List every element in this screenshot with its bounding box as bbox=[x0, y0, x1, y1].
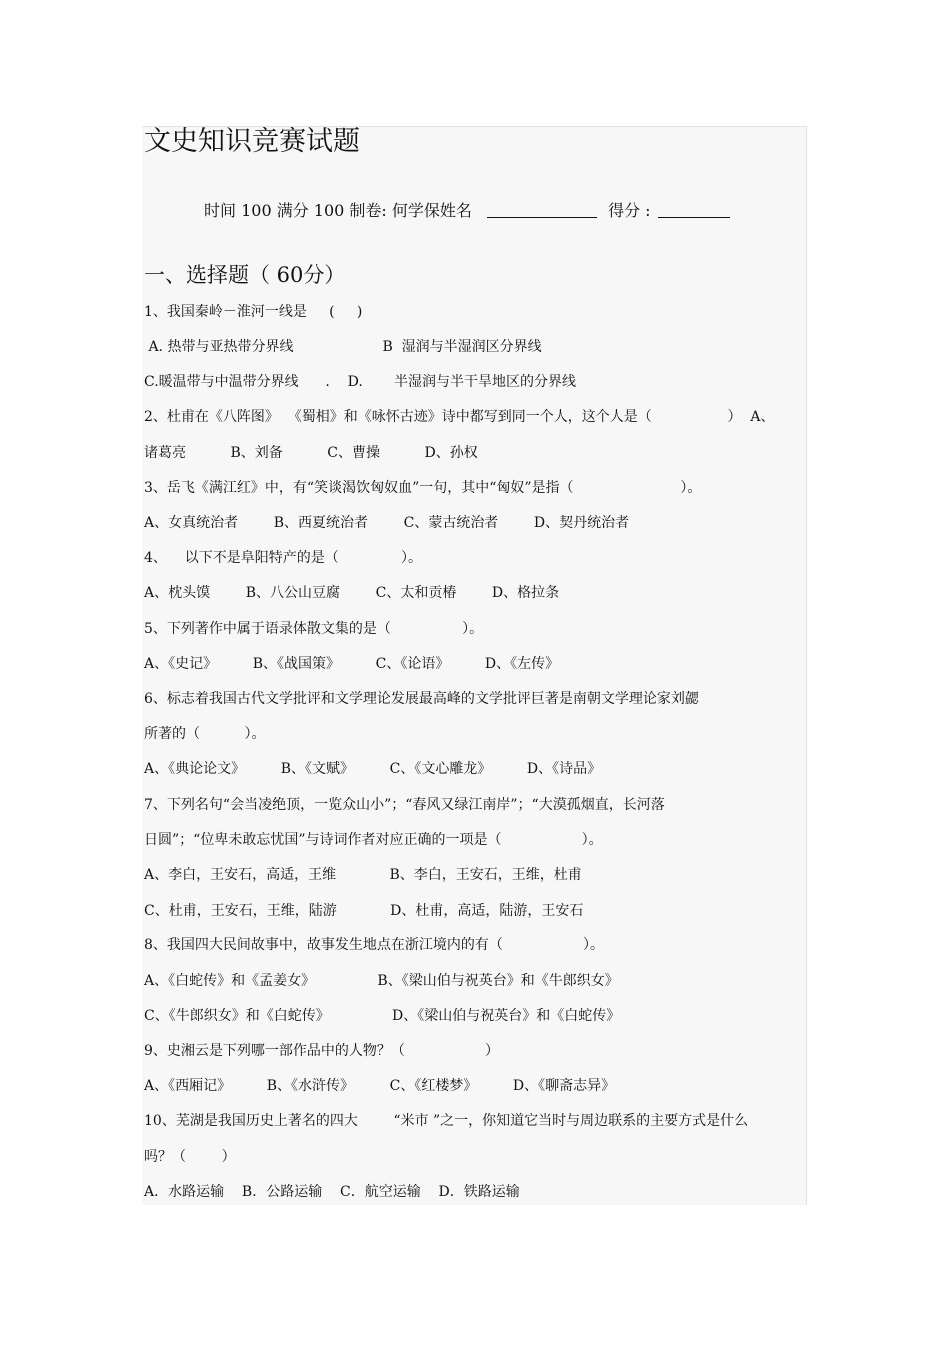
option-line: A、女真统治者 B、西夏统治者 C、蒙古统治者 D、契丹统治者 bbox=[144, 515, 630, 531]
score-blank bbox=[658, 201, 730, 218]
name-blank bbox=[487, 201, 597, 218]
question-line: 9、史湘云是下列哪一部作品中的人物？（ ） bbox=[144, 1043, 500, 1059]
exam-info: 时间 100 满分 100 制卷: 何学保姓名 bbox=[204, 201, 472, 220]
option-line: C、杜甫，王安石，王维，陆游 D、杜甫，高适，陆游，王安石 bbox=[144, 903, 584, 919]
option-line: A．水路运输 B．公路运输 C．航空运输 D．铁路运输 bbox=[144, 1184, 520, 1200]
exam-page bbox=[142, 126, 807, 1205]
exam-meta bbox=[204, 199, 730, 223]
question-line: 2、杜甫在《八阵图》 《蜀相》和《咏怀古迹》诗中都写到同一个人，这个人是（ ） A、 bbox=[144, 409, 775, 425]
question-line: 所著的（ ）。 bbox=[144, 726, 266, 742]
question-line: 6、标志着我国古代文学批评和文学理论发展最高峰的文学批评巨著是南朝文学理论家刘勰 bbox=[144, 691, 699, 707]
option-line: C、《牛郎织女》和《白蛇传》 D、《梁山伯与祝英台》和《白蛇传》 bbox=[144, 1008, 621, 1024]
section-title: 一、选择题（ 60分） bbox=[144, 263, 346, 287]
question-line: 4、 以下不是阜阳特产的是（ ）。 bbox=[144, 550, 423, 566]
option-line: A、李白，王安石，高适，王维 B、李白，王安石，王维，杜甫 bbox=[144, 867, 582, 883]
question-line: 日圆”；“位卑未敢忘忧国”与诗词作者对应正确的一项是（ ）。 bbox=[144, 832, 603, 848]
question-line: 7、下列名句“会当凌绝顶，一览众山小”；“春风又绿江南岸”；“大漠孤烟直，长河落 bbox=[144, 797, 665, 813]
question-line: 3、岳飞《满江红》中，有“笑谈渴饮匈奴血”一句，其中“匈奴”是指（ ）。 bbox=[144, 480, 702, 496]
page-title: 文史知识竞赛试题 bbox=[144, 126, 360, 157]
option-line: A、《白蛇传》和《孟姜女》 B、《梁山伯与祝英台》和《牛郎织女》 bbox=[144, 973, 619, 989]
option-line: 诸葛亮 B、刘备 C、曹操 D、孙权 bbox=[144, 445, 478, 461]
option-line: C.暖温带与中温带分界线 . D. 半湿润与半干旱地区的分界线 bbox=[144, 374, 576, 390]
option-line: A. 热带与亚热带分界线 B 湿润与半湿润区分界线 bbox=[144, 339, 542, 355]
question-line: 10、芜湖是我国历史上著名的四大 “米市 ”之一，你知道它当时与周边联系的主要方式是什么 bbox=[144, 1113, 749, 1129]
option-line: A、《典论论文》 B、《文赋》 C、《文心雕龙》 D、《诗品》 bbox=[144, 761, 602, 777]
question-line: 5、下列著作中属于语录体散文集的是（ ）。 bbox=[144, 621, 484, 637]
score-label: 得分 : bbox=[608, 201, 651, 220]
question-line: 8、我国四大民间故事中，故事发生地点在浙江境内的有（ ）。 bbox=[144, 937, 605, 953]
question-line: 吗？（ ） bbox=[144, 1149, 236, 1165]
option-line: A、枕头馍 B、八公山豆腐 C、太和贡椿 D、格拉条 bbox=[144, 585, 560, 601]
question-line: 1、我国秦岭－淮河一线是 ( ) bbox=[144, 304, 363, 320]
option-line: A、《史记》 B、《战国策》 C、《论语》 D、《左传》 bbox=[144, 656, 560, 672]
option-line: A、《西厢记》 B、《水浒传》 C、《红楼梦》 D、《聊斋志异》 bbox=[144, 1078, 616, 1094]
